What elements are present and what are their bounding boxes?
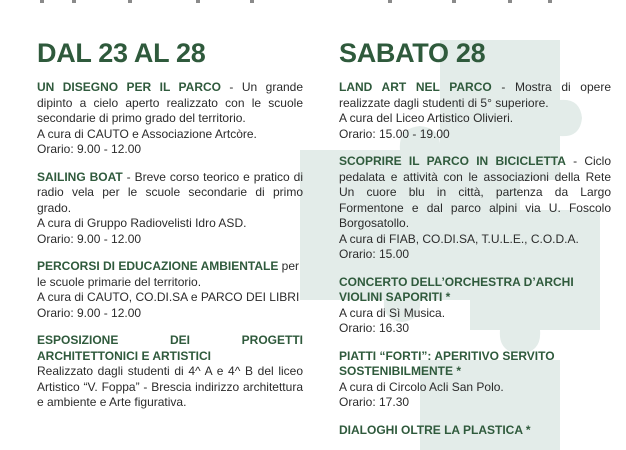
top-edge-marks (0, 0, 626, 6)
event-curator: A cura di CAUTO, CO.DI.SA e PARCO DEI LIBRI (37, 290, 300, 304)
left-heading: DAL 23 AL 28 (37, 38, 206, 68)
event-title: SCOPRIRE IL PARCO IN BICICLETTA (339, 154, 566, 168)
event-description: - Ciclo pedalata e attività con le associazioni della Rete Un cuore blu in città, partenza da Largo Formentone e dal parco alpini via U. Foscolo Borgosatollo. (339, 154, 611, 230)
event-description: - Un grande dipinto a cielo aperto realizzato con le scuole secondarie di primo grado del territorio. (37, 80, 304, 125)
event-time: Orario: 16.30 (339, 321, 410, 335)
event-curator: A cura di Sì Musica. (339, 305, 446, 320)
event-title: LAND ART NEL PARCO (339, 80, 492, 94)
event-item (37, 259, 303, 321)
event-item (339, 349, 611, 411)
event-item (339, 423, 611, 439)
event-item (37, 333, 303, 411)
event-time: Orario: 9.00 - 12.00 (37, 142, 142, 156)
right-heading: SABATO 28 (339, 38, 486, 68)
event-time: Orario: 17.30 (339, 395, 410, 409)
event-title: PERCORSI DI EDUCAZIONE AMBIENTALE (37, 259, 279, 273)
event-curator: A cura di CAUTO e Associazione Artcòre. (37, 126, 257, 141)
event-description: per le scuole primarie del territorio. (37, 259, 300, 289)
event-item (339, 80, 611, 142)
event-title: CONCERTO DELL’ORCHESTRA D’ARCHI VIOLINI SAPORITI * (339, 274, 574, 304)
event-curator: A cura di Circolo Acli San Polo. (339, 379, 504, 394)
event-title: UN DISEGNO PER IL PARCO (37, 80, 221, 94)
event-time: Orario: 9.00 - 12.00 (37, 231, 142, 246)
event-curator: A cura di FIAB, CO.DI.SA, T.U.L.E., C.O.D.A. (339, 231, 579, 246)
event-curator: A cura del Liceo Artistico Olivieri. (339, 111, 514, 125)
event-curator: A cura di Gruppo Radiovelisti Idro ASD. (37, 216, 247, 230)
right-column (339, 36, 611, 450)
event-description: - Mostra di opere realizzate dagli studenti di 5° superiore. (339, 80, 611, 110)
event-title: DIALOGHI OLTRE LA PLASTICA * (339, 422, 531, 437)
event-time: Orario: 9.00 - 12.00 (37, 305, 142, 320)
event-description: Realizzato dagli studenti di 4^ A e 4^ B del liceo Artistico “V. Foppa” - Brescia indirizzo architettura e ambiente e Arte figurativa. (37, 364, 303, 409)
event-item (37, 170, 303, 248)
event-time: Orario: 15.00 (339, 247, 410, 261)
event-title: SAILING BOAT (37, 169, 123, 184)
event-time: Orario: 15.00 - 19.00 (339, 126, 450, 141)
left-column (37, 36, 303, 423)
event-title: PIATTI “FORTI”: APERITIVO SERVITO SOSTENIBILMENTE * (339, 348, 555, 378)
event-description: - Breve corso teorico e pratico di radio vela per le scuole secondarie di primo grado. (37, 169, 304, 215)
event-title: ESPOSIZIONE DEI PROGETTI ARCHITETTONICI E ARTISTICI (37, 333, 303, 363)
event-item (339, 275, 611, 337)
event-item (37, 80, 303, 158)
event-item (339, 154, 611, 263)
